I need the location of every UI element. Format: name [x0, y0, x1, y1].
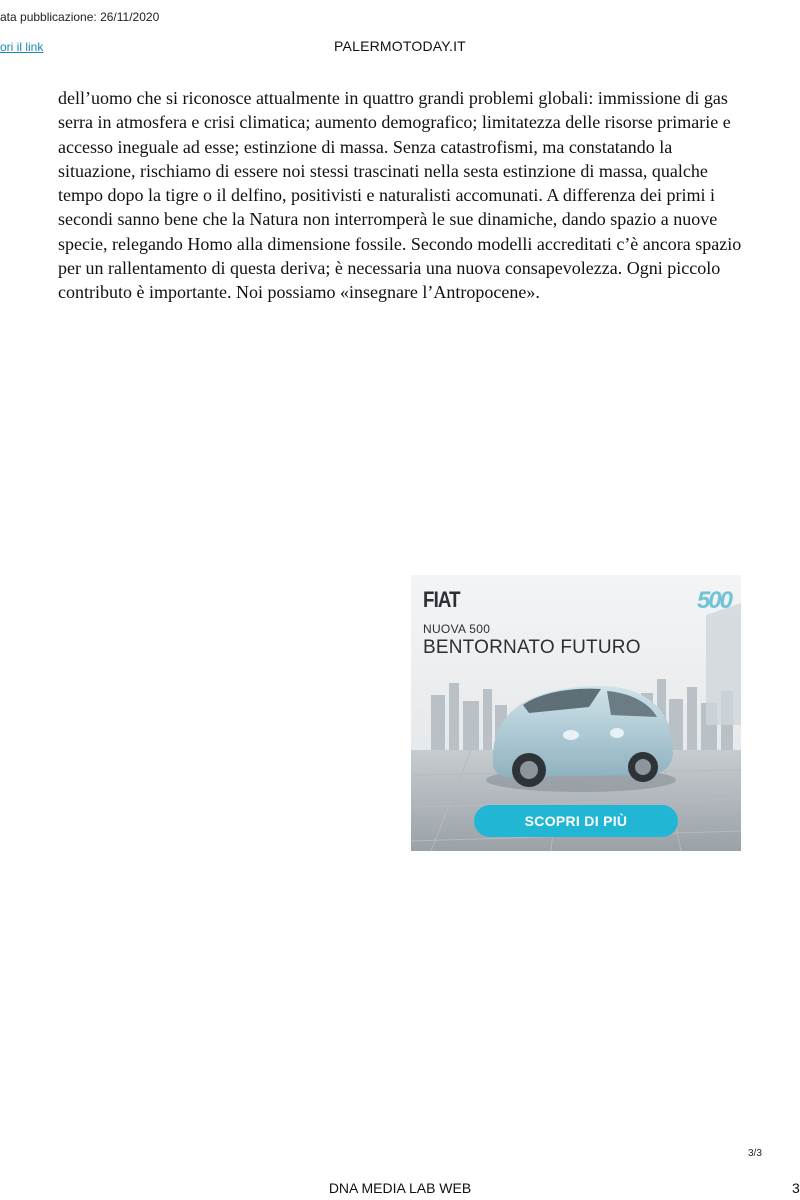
site-name: PALERMOTODAY.IT [334, 38, 466, 54]
ad-headline: BENTORNATO FUTURO [423, 637, 641, 658]
fiat-logo: FIAT [423, 587, 460, 612]
open-link[interactable]: ori il link [0, 40, 44, 54]
footer-publisher: DNA MEDIA LAB WEB [328, 1180, 472, 1196]
model-500-logo: 500 [696, 587, 731, 614]
page-counter: 3/3 [748, 1148, 762, 1159]
footer-edge-text: 3 [792, 1180, 800, 1196]
publication-date: ata pubblicazione: 26/11/2020 [0, 10, 160, 24]
article-body: dell’uomo che si riconosce attualmente in quattro grandi problemi globali: immissione di gas serra in atmosfera e crisi climatica; aumento demografico; limitatezza delle risorse primarie e accesso ineguale ad esse; estinzione di massa. Senza catastrofismi, ma constatando la situazione, rischiamo di essere noi stessi trascinati nella sesta estinzione di massa, qualche tempo dopo la tigre o il delfino, positivisti e naturalisti accomunati. A differenza dei primi i secondi sanno bene che la Natura non interromperà le sue dinamiche, dando spazio a nuove specie, relegando Homo alla dimensione fossile. Secondo modelli accreditati c’è ancora spazio per un rallentamento di questa deriva; è necessaria una nuova consapevolezza. Ogni piccolo contributo è importante. Noi possiamo «insegnare l’Antropocene». [58, 88, 742, 303]
discover-more-button[interactable]: SCOPRI DI PIÙ [474, 805, 678, 837]
fiat-advertisement[interactable] [411, 575, 741, 851]
ad-subtitle: NUOVA 500 [423, 622, 491, 636]
